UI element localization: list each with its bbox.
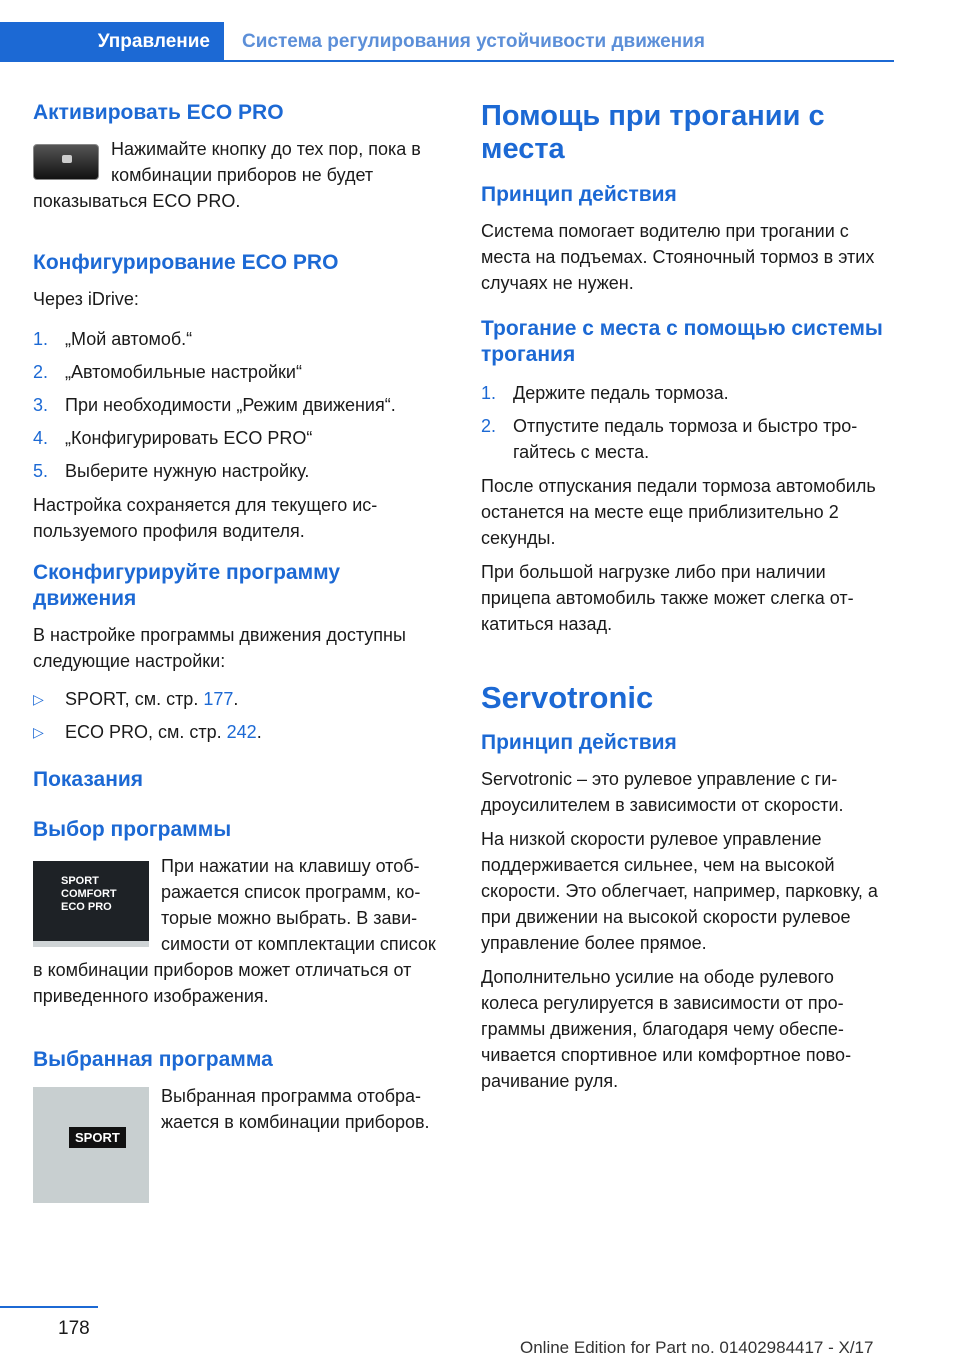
list-item: 4. „Конфигурировать ECO PRO“ bbox=[33, 428, 313, 448]
header-topic[interactable]: Система регулирования устойчивости движения bbox=[242, 31, 705, 52]
footer-rule bbox=[0, 1306, 98, 1308]
servotronic-p2: На низкой скорости рулевое управление поддерживается сильнее, чем на высокой скорости. Это облегчает, например, парковку, а при движении на высокой скорости рулевое управление более прямое. bbox=[481, 829, 878, 953]
page-number: 178 bbox=[58, 1318, 90, 1339]
eco-activate-heading: Активировать ECO PRO bbox=[33, 101, 284, 124]
right-column bbox=[481, 100, 893, 1102]
program-select-text: При нажатии на клавишу отображается список программ, которые можно выбрать. В зависимости от комплектации список в комбинации приборов может отличаться от приведенного изображения. bbox=[33, 856, 436, 1006]
list-item: 1. Держите педаль тормоза. bbox=[481, 383, 729, 403]
start-assist-note1: После отпускания педали тормоза автомобиль останется на месте еще приблизительно 2 секунды. bbox=[481, 476, 876, 548]
program-config-heading: Сконфигурируйте программу движения bbox=[33, 561, 341, 610]
start-assist-howto-heading: Трогание с места с помощью системы трогания bbox=[481, 317, 883, 366]
triangle-bullet-icon: ▷ bbox=[33, 724, 44, 740]
start-assist-note2: При большой нагрузке либо при наличии прицепа автомобиль также может слегка откатиться назад. bbox=[481, 562, 854, 634]
eco-config-intro: Через iDrive: bbox=[33, 289, 139, 309]
header-rule bbox=[224, 60, 894, 62]
selected-program-text: Выбранная программа отображается в комбинации приборов. bbox=[161, 1086, 430, 1132]
start-assist-principle-text: Система помогает водителю при трогании с места на подъемах. Стояночный тормоз в этих случаях не нужен. bbox=[481, 221, 875, 293]
list-item: 3. При необходимости „Режим движения“. bbox=[33, 395, 396, 415]
eco-config-note: Настройка сохраняется для текущего используемого профиля водителя. bbox=[33, 495, 378, 541]
eco-activate-text: Нажимайте кнопку до тех пор, пока в комбинации приборов не будет показываться ECO PRO. bbox=[33, 139, 421, 211]
selected-program-block bbox=[33, 1083, 445, 1203]
eco-activate-block bbox=[33, 136, 445, 222]
list-item: 2. „Автомобильные настройки“ bbox=[33, 362, 302, 382]
servotronic-p3: Дополнительно усилие на ободе рулевого колеса регулируется в зависимости от программы движения, благодаря чему обеспечивается спортивное или комфортное поворачивание руля. bbox=[481, 967, 852, 1091]
eco-config-heading: Конфигурирование ECO PRO bbox=[33, 251, 339, 274]
start-assist-principle-heading: Принцип действия bbox=[481, 183, 677, 206]
page-link-eco-pro[interactable]: 242 bbox=[226, 722, 257, 742]
servotronic-heading: Servotronic bbox=[481, 680, 654, 715]
list-item: ▷ ECO PRO, см. стр. 242. bbox=[33, 719, 445, 745]
page-link-sport[interactable]: 177 bbox=[203, 689, 234, 709]
start-assist-steps bbox=[481, 380, 893, 465]
list-item: 5. Выберите нужную настройку. bbox=[33, 461, 310, 481]
list-item: 2. Отпустите педаль тормоза и быстро трогайтесь с места. bbox=[481, 416, 858, 462]
program-select-heading: Выбор программы bbox=[33, 818, 232, 841]
edition-note: Online Edition for Part no. 01402984417 - X/17 bbox=[520, 1338, 874, 1357]
triangle-bullet-icon: ▷ bbox=[33, 691, 44, 707]
list-item: ▷ SPORT, см. стр. 177. bbox=[33, 686, 445, 712]
selected-program-image: SPORT bbox=[33, 1087, 149, 1203]
display-heading: Показания bbox=[33, 768, 144, 791]
list-item: 1. „Мой автомоб.“ bbox=[33, 329, 193, 349]
header-section[interactable]: Управление bbox=[97, 31, 210, 52]
program-menu-image: SPORT COMFORT ECO PRO bbox=[33, 861, 149, 947]
program-config-items bbox=[33, 686, 445, 745]
servotronic-principle-heading: Принцип действия bbox=[481, 731, 677, 754]
program-config-text: В настройке программы движения доступны следующие настройки: bbox=[33, 625, 406, 671]
eco-config-steps bbox=[33, 326, 445, 484]
left-column bbox=[33, 100, 445, 1203]
start-assist-heading: Помощь при трогании с места bbox=[481, 100, 825, 165]
program-select-block bbox=[33, 853, 445, 1017]
page-header bbox=[0, 0, 960, 62]
servotronic-p1: Servotronic – это рулевое управление с гидроусилителем в зависимости от скорости. bbox=[481, 769, 844, 815]
selected-program-heading: Выбранная программа bbox=[33, 1048, 273, 1071]
eco-pro-button-image bbox=[33, 144, 99, 180]
